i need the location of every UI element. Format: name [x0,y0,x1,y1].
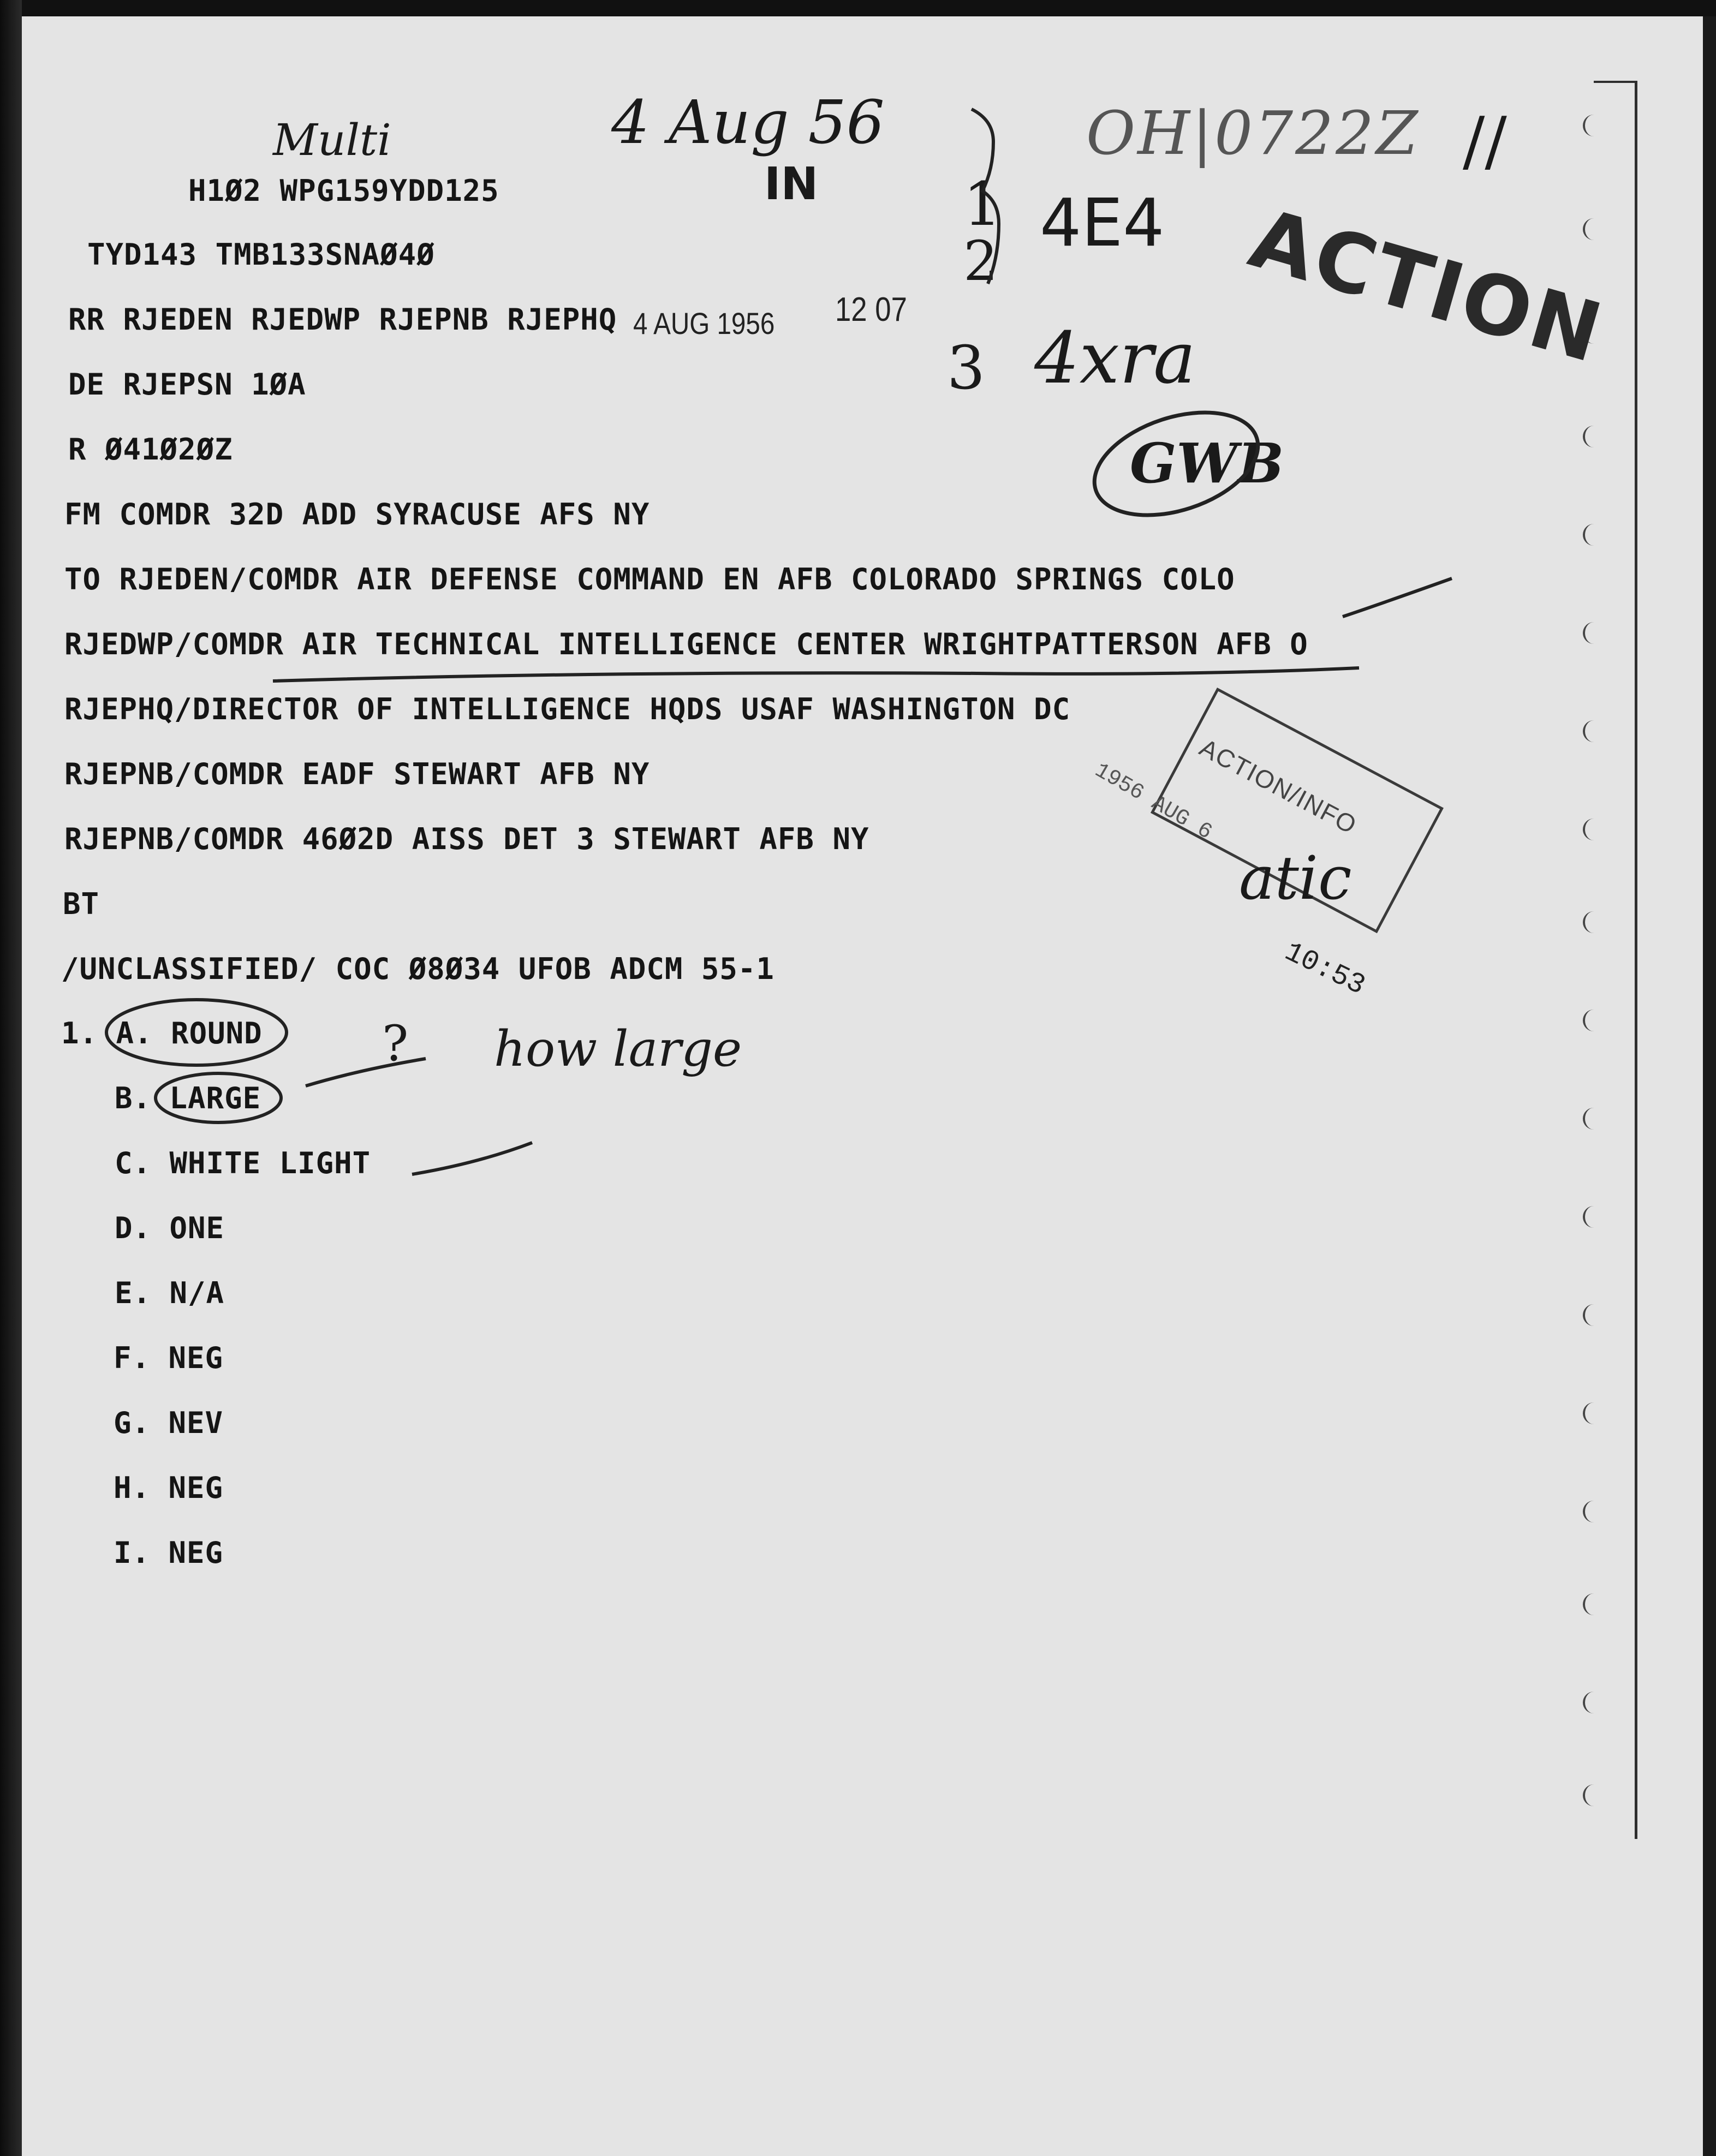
box-stamp-date: 1956 AUG 6 [1090,759,1216,845]
originator-line: DE RJEPSN 1ØA [68,367,306,402]
handwritten-action-initials: atic [1239,843,1352,913]
check-mark-icon [1343,578,1452,617]
handwritten-date: 4 Aug 56 [611,87,885,157]
date-time-group-line: R Ø41Ø2ØZ [68,432,233,467]
handwritten-question-mark: ? [382,1015,409,1072]
box-stamp-label: ACTION/INFO [1195,733,1362,840]
addressee-line-atic: RJEDWP/COMDR AIR TECHNICAL INTELLIGENCE CENTER WRIGHTPATTERSON AFB O [64,627,1308,661]
addressee-line-aiss: RJEPNB/COMDR 46Ø2D AISS DET 3 STEWART AFB NY [64,822,869,856]
initials-circle-icon [1081,393,1271,534]
item-g: G. NEV [114,1406,224,1440]
handwritten-multi: Multi [273,115,391,165]
header-line-1: H1Ø2 WPG159YDD125 [188,174,499,208]
atic-underline-icon [273,668,1359,681]
routing-line: RR RJEDEN RJEDWP RJEPNB RJEPHQ [68,302,617,337]
item-e: E. N/A [115,1276,225,1310]
item-b: B. LARGE [115,1081,261,1115]
from-line: FM COMDR 32D ADD SYRACUSE AFS NY [64,497,650,531]
clock-time-stamp: 10:53 [1279,936,1371,1002]
routing-brace-icon [972,109,999,284]
addressee-line-hq: RJEPHQ/DIRECTOR OF INTELLIGENCE HQDS USAF WASHINGTON DC [64,692,1071,726]
header-line-2: TYD143 TMB133SNAØ4Ø [87,237,435,272]
routing-number-3: 3 [947,333,985,403]
handwritten-initials: GWB [1130,431,1284,495]
white-light-underline-icon [412,1143,532,1174]
item-a: 1. A. ROUND [61,1016,263,1050]
routing-number-2: 2 [963,229,998,293]
item-d: D. ONE [115,1211,225,1245]
break-line: BT [63,887,100,921]
to-line: TO RJEDEN/COMDR AIR DEFENSE COMMAND EN AFB COLORADO SPRINGS COLO [64,562,1235,596]
addressee-line-eadf: RJEPNB/COMDR EADF STEWART AFB NY [64,757,650,791]
connector-stroke-icon [306,1059,426,1086]
handwritten-4e4: 4E4 [1040,186,1165,261]
handwritten-tick-marks: // [1463,104,1507,180]
handwritten-in: IN [764,158,819,210]
item-i: I. NEG [114,1536,224,1570]
large-circle-icon [156,1073,281,1122]
handwritten-file-number: OH|0722Z [1086,98,1420,168]
received-date-stamp: 4 AUG 1956 [633,306,775,341]
item-c: C. WHITE LIGHT [115,1146,371,1180]
handwritten-comment: how large [494,1020,742,1078]
handwritten-4xra: 4xra [1034,316,1196,399]
received-time-stamp: 12 07 [835,291,907,329]
classification-line: /UNCLASSIFIED/ COC Ø8Ø34 UFOB ADCM 55-1 [61,952,774,986]
round-circle-icon [106,1000,287,1065]
routing-number-1: 1 [963,169,1002,239]
action-stamp: ACTION [1240,191,1613,382]
item-f: F. NEG [114,1341,224,1375]
item-h: H. NEG [114,1471,224,1505]
